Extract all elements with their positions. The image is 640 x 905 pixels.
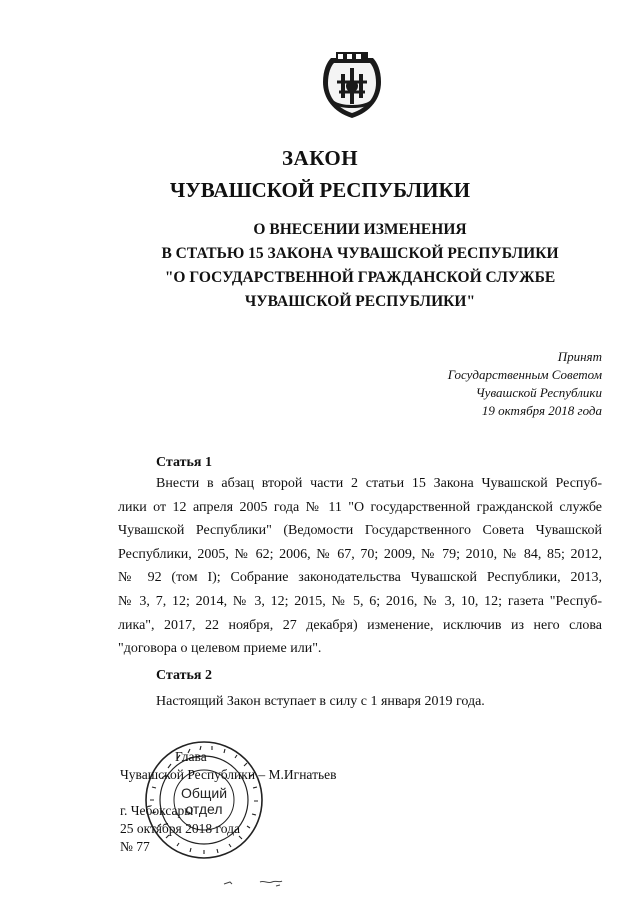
adoption-line: Принят [557,349,602,364]
chuvash-coat-of-arms-icon [319,52,385,120]
article-1-line: лика", 2017, 22 ноября, 27 декабря) изменение, исключив из него слова [118,617,602,633]
article-1-text [118,472,602,661]
article-1-line: № 3, 7, 12; 2014, № 3, 12; 2015, № 5, 6; 2016, № 3, 10, 12; газета "Респуб- [118,593,602,609]
subtitle-line: В СТАТЬЮ 15 ЗАКОНА ЧУВАШСКОЙ РЕСПУБЛИКИ [161,245,559,262]
article-1-line: Чувашской Республики" (Ведомости Государственного Совета Чувашской [118,523,602,539]
signing-date: 25 октября 2018 года [120,821,240,836]
article-1-line: Внести в абзац второй части 2 статьи 15 Закона Чувашской Респуб- [156,476,602,491]
adoption-line: Государственным Советом [447,367,602,382]
adoption-line: Чувашской Республики [475,385,602,400]
subtitle-line: "О ГОСУДАРСТВЕННОЙ ГРАЖДАНСКОЙ СЛУЖБЕ [164,269,556,286]
signature-title: Глава [175,749,207,764]
subtitle-line: ЧУВАШСКОЙ РЕСПУБЛИКИ" [244,293,476,310]
document-title: ЗАКОН [281,146,359,170]
article-1-line: "договора о целевом приеме или". [118,641,322,657]
signing-place: г. Чебоксары [120,803,194,818]
signature-name: Чувашской Республики – М.Игнатьев [120,767,337,782]
article-1-line: № 92 (том I); Собрание законодательства Чувашской Республики, 2013, [118,570,602,586]
document-subtitle [130,218,590,314]
subtitle-line: О ВНЕСЕНИИ ИЗМЕНЕНИЯ [253,221,467,238]
handwritten-mark-icon [220,872,300,892]
adoption-note [448,348,602,420]
article-2-text: Настоящий Закон вступает в силу с 1 января 2019 года. [156,694,485,709]
article-2-heading: Статья 2 [156,668,212,683]
adoption-date: 19 октября 2018 года [481,403,602,418]
law-number: № 77 [120,839,150,854]
article-1-line: Республики, 2005, № 62; 2006, № 67, 70; 2009, № 79; 2010, № 84, 85; 2012, [118,546,602,562]
stamp-text-line1: Общий [180,785,228,801]
stamp-text-line2: отдел [185,801,223,817]
document-title-region: ЧУВАШСКОЙ РЕСПУБЛИКИ [169,178,471,202]
article-1-heading: Статья 1 [156,455,212,470]
article-1-line: лики от 12 апреля 2005 года № 11 "О государственной гражданской службе [118,499,602,515]
